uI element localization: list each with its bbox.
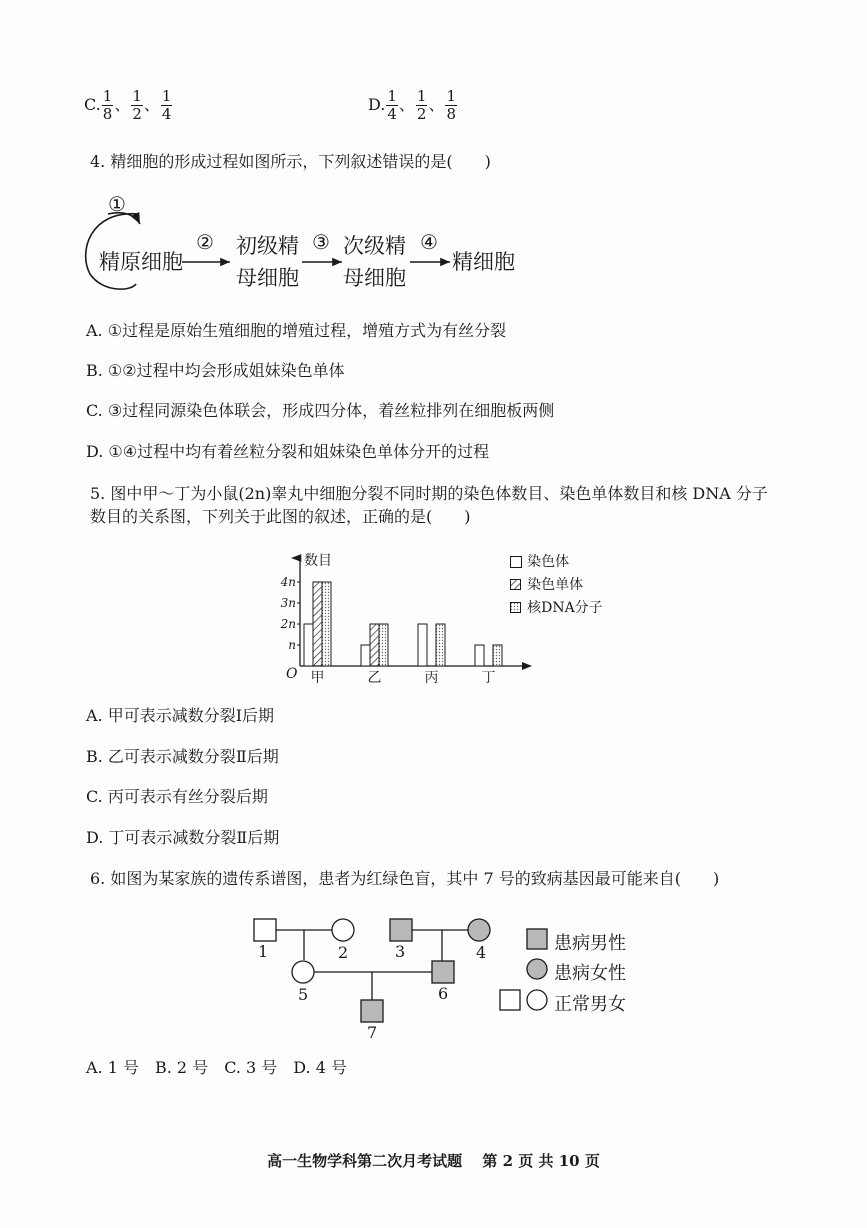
step-2-label: ② bbox=[196, 230, 214, 254]
q4-stem: 4. 精细胞的形成过程如图所示，下列叙述错误的是( ) bbox=[90, 152, 491, 171]
step-1-label: ① bbox=[108, 192, 126, 216]
q5-stem-line2: 数目的关系图，下列关于此图的叙述，正确的是( ) bbox=[90, 507, 471, 526]
y-tick-label: 4n bbox=[280, 575, 296, 589]
option-label: D. bbox=[368, 95, 386, 114]
bar-2-1 bbox=[379, 624, 388, 666]
bar-2-0 bbox=[322, 582, 331, 666]
label-2: 2 bbox=[338, 943, 349, 962]
chart-origin: O bbox=[286, 666, 298, 682]
legend-normal-male-icon bbox=[500, 990, 520, 1010]
separator: 、 bbox=[428, 95, 445, 114]
y-tick-label: 3n bbox=[280, 596, 296, 610]
legend-label: 染色单体 bbox=[527, 577, 584, 593]
x-axis-arrow bbox=[522, 662, 532, 670]
primary-spermatocyte-line2: 母细胞 bbox=[236, 266, 299, 290]
fraction: $\frac{1}{2}$ bbox=[416, 87, 427, 123]
legend-normal: 正常男女 bbox=[554, 994, 626, 1015]
label-7: 7 bbox=[367, 1023, 378, 1042]
legend-affected-male: 患病男性 bbox=[554, 933, 626, 954]
primary-spermatocyte-line1: 初级精 bbox=[236, 234, 299, 258]
step-3-label: ③ bbox=[312, 230, 330, 254]
bar-0-3 bbox=[475, 645, 484, 666]
individual-7-affected-male bbox=[361, 1000, 383, 1022]
q3-option-d bbox=[368, 88, 458, 123]
individual-4-affected-female bbox=[468, 919, 490, 941]
secondary-spermatocyte-line2: 母细胞 bbox=[343, 266, 406, 290]
legend-normal-female-icon bbox=[527, 990, 547, 1010]
legend-swatch-dotted bbox=[510, 602, 522, 614]
individual-6-affected-male bbox=[432, 961, 454, 983]
x-tick-label: 乙 bbox=[367, 670, 382, 686]
y-tick-label: 2n bbox=[280, 617, 296, 631]
q6-stem: 6. 如图为某家族的遗传系谱图，患者为红绿色盲，其中 7 号的致病基因最可能来自( ) bbox=[90, 869, 720, 888]
bar-0-1 bbox=[361, 645, 370, 666]
separator: 、 bbox=[143, 95, 160, 114]
legend-label: 染色体 bbox=[527, 554, 570, 570]
q4-option-d: D. ①④过程中均有着丝粒分裂和姐妹染色单体分开的过程 bbox=[86, 442, 490, 461]
legend-swatch-white bbox=[510, 556, 522, 568]
chart-legend bbox=[510, 551, 603, 620]
bar-1-1 bbox=[370, 624, 379, 666]
individual-2-normal-female bbox=[332, 919, 354, 941]
spermatogonium-label: 精原细胞 bbox=[99, 250, 183, 274]
fraction: $\frac{1}{4}$ bbox=[387, 87, 397, 123]
pedigree-chart bbox=[240, 910, 660, 1050]
label-1: 1 bbox=[258, 942, 269, 961]
fraction: $\frac{1}{8}$ bbox=[102, 87, 113, 123]
bar-0-2 bbox=[418, 624, 427, 666]
fraction: $\frac{1}{4}$ bbox=[161, 87, 172, 123]
q5-option-a: A. 甲可表示减数分裂Ⅰ后期 bbox=[86, 706, 275, 725]
spermatogenesis-diagram bbox=[80, 192, 530, 300]
individual-1-normal-male bbox=[254, 919, 276, 941]
sperm-cell-label: 精细胞 bbox=[452, 250, 515, 274]
legend-item bbox=[510, 597, 603, 620]
bar-1-0 bbox=[313, 582, 322, 666]
legend-swatch-hatched bbox=[510, 579, 522, 591]
legend-item bbox=[510, 551, 603, 574]
q3-option-c bbox=[84, 88, 173, 123]
label-6: 6 bbox=[438, 984, 449, 1003]
x-tick-label: 丙 bbox=[424, 670, 439, 686]
q4-option-a: A. ①过程是原始生殖细胞的增殖过程，增殖方式为有丝分裂 bbox=[86, 321, 507, 340]
q4-option-b: B. ①②过程中均会形成姐妹染色单体 bbox=[86, 361, 345, 380]
separator: 、 bbox=[114, 95, 131, 114]
legend-item bbox=[510, 574, 603, 597]
label-3: 3 bbox=[395, 942, 406, 961]
q5-option-d: D. 丁可表示减数分裂Ⅱ后期 bbox=[86, 828, 280, 847]
x-tick-label: 甲 bbox=[310, 670, 325, 686]
fraction: $\frac{1}{8}$ bbox=[446, 87, 457, 123]
q5-option-c: C. 丙可表示有丝分裂后期 bbox=[86, 787, 268, 806]
fraction: $\frac{1}{2}$ bbox=[132, 87, 142, 123]
secondary-spermatocyte-line1: 次级精 bbox=[343, 234, 406, 258]
bar-chart bbox=[270, 546, 630, 690]
bar-2-2 bbox=[436, 624, 445, 666]
individual-5-normal-female bbox=[292, 961, 314, 983]
step-4-label: ④ bbox=[420, 230, 438, 254]
bar-2-3 bbox=[493, 645, 502, 666]
x-tick-label: 丁 bbox=[481, 670, 496, 686]
q6-options: A. 1 号 B. 2 号 C. 3 号 D. 4 号 bbox=[86, 1058, 347, 1077]
q5-option-b: B. 乙可表示减数分裂Ⅱ后期 bbox=[86, 747, 279, 766]
bar-0-0 bbox=[304, 624, 313, 666]
q4-option-c: C. ③过程同源染色体联会，形成四分体，着丝粒排列在细胞板两侧 bbox=[86, 401, 555, 420]
label-5: 5 bbox=[298, 985, 309, 1004]
individual-3-affected-male bbox=[390, 919, 412, 941]
q5-stem-line1: 5. 图中甲～丁为小鼠(2n)睾丸中细胞分裂不同时期的染色体数目、染色单体数目和核 DNA 分子 bbox=[90, 484, 768, 503]
separator: 、 bbox=[398, 95, 415, 114]
y-tick-label: n bbox=[288, 638, 296, 652]
legend-affected-male-icon bbox=[527, 929, 547, 949]
label-4: 4 bbox=[476, 943, 487, 962]
legend-label: 核DNA分子 bbox=[527, 600, 603, 616]
legend-affected-female-icon bbox=[527, 959, 547, 979]
page-footer: 高一生物学科第二次月考试题 第 2 页 共 10 页 bbox=[267, 1152, 600, 1170]
legend-affected-female: 患病女性 bbox=[554, 963, 626, 984]
option-label: C. bbox=[84, 95, 101, 114]
chart-ylabel: 数目 bbox=[304, 553, 332, 569]
